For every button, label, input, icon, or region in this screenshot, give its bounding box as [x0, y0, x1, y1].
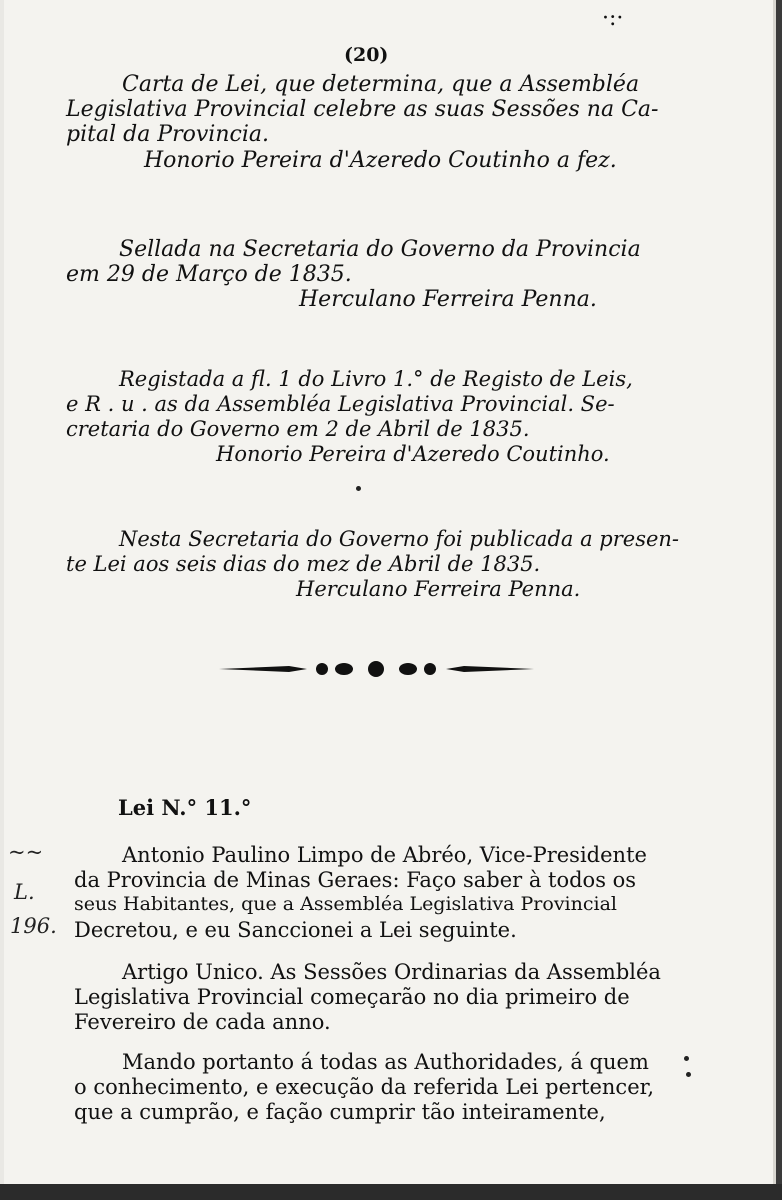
ink-speck: [684, 1056, 689, 1061]
block4-line1: Nesta Secretaria do Governo foi publicada a presen-: [119, 527, 680, 551]
block1-line3: pital da Provincia.: [66, 122, 269, 147]
page-number: (20): [344, 44, 389, 66]
block3-line1: Registada a fl. 1 do Livro 1.° de Registo de Leis,: [119, 367, 633, 391]
block3-line3: cretaria do Governo em 2 de Abril de 1835.: [66, 417, 530, 441]
law-p2-line1: Artigo Unico. As Sessões Ordinarias da Assembléa: [122, 960, 661, 984]
law-p2-line2: Legislativa Provincial começarão no dia primeiro de: [74, 985, 630, 1009]
block4-line2: te Lei aos seis dias do mez de Abril de 1835.: [66, 552, 541, 576]
block1-line1: Carta de Lei, que determina, que a Assembléa: [122, 72, 640, 97]
block4-signature: Herculano Ferreira Penna.: [296, 577, 581, 601]
law-p3-line2: o conhecimento, e execução da referida Lei pertencer,: [74, 1075, 655, 1099]
law-p2-line3: Fevereiro de cada anno.: [74, 1010, 331, 1034]
document-page: [4, 0, 776, 1196]
margin-note-2: L.: [14, 880, 35, 904]
law-p1-line2: da Provincia de Minas Geraes: Faço saber à todos os: [74, 868, 637, 892]
block1-signature: Honorio Pereira d'Azeredo Coutinho a fez.: [144, 148, 617, 173]
ink-speck: [356, 486, 361, 491]
block2-signature: Herculano Ferreira Penna.: [299, 287, 597, 312]
law-p1-line4: Decretou, e eu Sanccionei a Lei seguinte.: [74, 918, 517, 942]
law-p1-line3: seus Habitantes, que a Assembléa Legislativa Provincial: [74, 893, 617, 915]
margin-note-3: 196.: [10, 914, 57, 938]
law-p3-line1: Mando portanto á todas as Authoridades, á quem: [122, 1050, 649, 1074]
corner-marks: ·:·: [602, 6, 624, 31]
block3-line2: e R . u . as da Assembléa Legislativa Provincial. Se-: [66, 392, 615, 416]
block2-line2: em 29 de Março de 1835.: [66, 262, 352, 287]
ornamental-divider: [219, 660, 534, 678]
block3-signature: Honorio Pereira d'Azeredo Coutinho.: [216, 442, 610, 466]
block2-line1: Sellada na Secretaria do Governo da Provincia: [119, 237, 641, 262]
ink-speck: [686, 1072, 691, 1077]
margin-note-1: ~~: [8, 840, 44, 864]
law-p1-line1: Antonio Paulino Limpo de Abréo, Vice-Presidente: [122, 843, 647, 867]
block1-line2: Legislativa Provincial celebre as suas Sessões na Ca-: [66, 97, 659, 122]
scan-bottom-edge: [0, 1184, 782, 1200]
law-p3-line3: que a cumprão, e fação cumprir tão inteiramente,: [74, 1100, 606, 1124]
law-heading: Lei N.° 11.°: [118, 795, 252, 820]
